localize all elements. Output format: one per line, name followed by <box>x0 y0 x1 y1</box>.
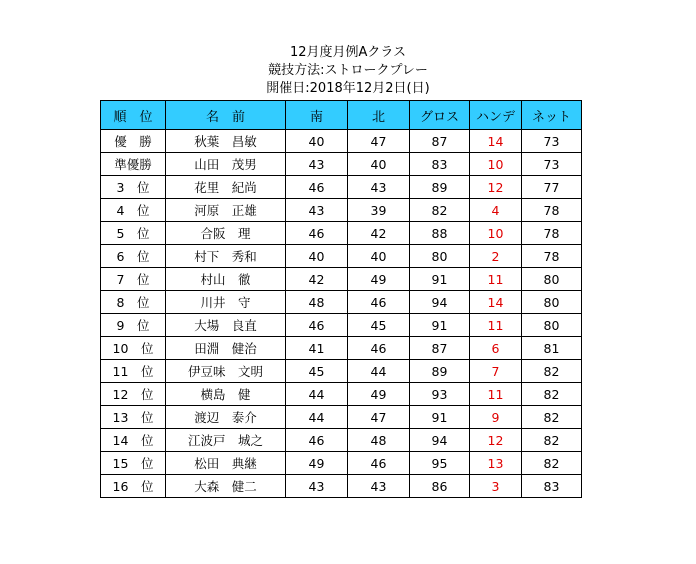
table-row <box>101 199 582 222</box>
name-cell: 花里 紀尚 <box>166 176 286 199</box>
rank-cell: 9 位 <box>101 314 166 337</box>
south-score-cell: 41 <box>286 337 348 360</box>
gross-score-cell: 91 <box>410 406 470 429</box>
handicap-cell: 7 <box>470 360 522 383</box>
south-score-cell: 43 <box>286 475 348 498</box>
north-score-cell: 46 <box>348 452 410 475</box>
north-score-cell: 40 <box>348 153 410 176</box>
north-score-cell: 47 <box>348 406 410 429</box>
rank-cell: 16 位 <box>101 475 166 498</box>
net-score-cell: 81 <box>522 337 582 360</box>
column-header-gross: グロス <box>410 101 470 130</box>
handicap-cell: 11 <box>470 383 522 406</box>
results-table <box>100 100 582 498</box>
south-score-cell: 45 <box>286 360 348 383</box>
net-score-cell: 80 <box>522 268 582 291</box>
name-cell: 横島 健 <box>166 383 286 406</box>
table-row <box>101 337 582 360</box>
south-score-cell: 48 <box>286 291 348 314</box>
net-score-cell: 82 <box>522 360 582 383</box>
name-cell: 伊豆味 文明 <box>166 360 286 383</box>
south-score-cell: 46 <box>286 429 348 452</box>
table-row <box>101 475 582 498</box>
net-score-cell: 82 <box>522 452 582 475</box>
rank-cell: 8 位 <box>101 291 166 314</box>
table-row <box>101 429 582 452</box>
gross-score-cell: 80 <box>410 245 470 268</box>
south-score-cell: 43 <box>286 153 348 176</box>
handicap-cell: 4 <box>470 199 522 222</box>
gross-score-cell: 91 <box>410 268 470 291</box>
table-header-row <box>101 101 582 130</box>
rank-cell: 優 勝 <box>101 130 166 153</box>
rank-cell: 13 位 <box>101 406 166 429</box>
north-score-cell: 46 <box>348 291 410 314</box>
rank-cell: 3 位 <box>101 176 166 199</box>
net-score-cell: 80 <box>522 291 582 314</box>
south-score-cell: 44 <box>286 406 348 429</box>
rank-cell: 10 位 <box>101 337 166 360</box>
handicap-cell: 11 <box>470 268 522 291</box>
net-score-cell: 82 <box>522 406 582 429</box>
name-cell: 合阪 理 <box>166 222 286 245</box>
south-score-cell: 49 <box>286 452 348 475</box>
name-cell: 秋葉 昌敏 <box>166 130 286 153</box>
net-score-cell: 77 <box>522 176 582 199</box>
table-row <box>101 153 582 176</box>
table-row <box>101 291 582 314</box>
gross-score-cell: 88 <box>410 222 470 245</box>
south-score-cell: 43 <box>286 199 348 222</box>
name-cell: 大場 良直 <box>166 314 286 337</box>
handicap-cell: 2 <box>470 245 522 268</box>
table-body <box>101 130 582 498</box>
gross-score-cell: 89 <box>410 176 470 199</box>
rank-cell: 5 位 <box>101 222 166 245</box>
table-row <box>101 406 582 429</box>
column-header-name: 名 前 <box>166 101 286 130</box>
north-score-cell: 49 <box>348 268 410 291</box>
rank-cell: 7 位 <box>101 268 166 291</box>
north-score-cell: 39 <box>348 199 410 222</box>
south-score-cell: 40 <box>286 245 348 268</box>
table-row <box>101 130 582 153</box>
page-title: 12月度月例Aクラス <box>289 45 407 60</box>
handicap-cell: 13 <box>470 452 522 475</box>
rank-cell: 11 位 <box>101 360 166 383</box>
handicap-cell: 9 <box>470 406 522 429</box>
handicap-cell: 3 <box>470 475 522 498</box>
net-score-cell: 82 <box>522 429 582 452</box>
handicap-cell: 10 <box>470 222 522 245</box>
title-block <box>0 44 696 98</box>
handicap-cell: 14 <box>470 130 522 153</box>
name-cell: 山田 茂男 <box>166 153 286 176</box>
south-score-cell: 42 <box>286 268 348 291</box>
handicap-cell: 10 <box>470 153 522 176</box>
name-cell: 河原 正雄 <box>166 199 286 222</box>
competition-method: 競技方法:ストロークプレー <box>268 63 428 78</box>
south-score-cell: 46 <box>286 176 348 199</box>
north-score-cell: 45 <box>348 314 410 337</box>
net-score-cell: 73 <box>522 130 582 153</box>
gross-score-cell: 95 <box>410 452 470 475</box>
column-header-rank: 順 位 <box>101 101 166 130</box>
gross-score-cell: 86 <box>410 475 470 498</box>
south-score-cell: 46 <box>286 314 348 337</box>
table-row <box>101 245 582 268</box>
column-header-north: 北 <box>348 101 410 130</box>
net-score-cell: 73 <box>522 153 582 176</box>
rank-cell: 12 位 <box>101 383 166 406</box>
north-score-cell: 48 <box>348 429 410 452</box>
handicap-cell: 6 <box>470 337 522 360</box>
north-score-cell: 47 <box>348 130 410 153</box>
north-score-cell: 40 <box>348 245 410 268</box>
name-cell: 江波戸 城之 <box>166 429 286 452</box>
name-cell: 渡辺 泰介 <box>166 406 286 429</box>
rank-cell: 6 位 <box>101 245 166 268</box>
net-score-cell: 83 <box>522 475 582 498</box>
south-score-cell: 46 <box>286 222 348 245</box>
north-score-cell: 46 <box>348 337 410 360</box>
gross-score-cell: 93 <box>410 383 470 406</box>
gross-score-cell: 94 <box>410 429 470 452</box>
south-score-cell: 44 <box>286 383 348 406</box>
handicap-cell: 14 <box>470 291 522 314</box>
north-score-cell: 49 <box>348 383 410 406</box>
gross-score-cell: 87 <box>410 130 470 153</box>
gross-score-cell: 83 <box>410 153 470 176</box>
net-score-cell: 80 <box>522 314 582 337</box>
column-header-net: ネット <box>522 101 582 130</box>
table-row <box>101 176 582 199</box>
table-row <box>101 314 582 337</box>
gross-score-cell: 87 <box>410 337 470 360</box>
net-score-cell: 78 <box>522 199 582 222</box>
name-cell: 田淵 健治 <box>166 337 286 360</box>
net-score-cell: 82 <box>522 383 582 406</box>
handicap-cell: 12 <box>470 176 522 199</box>
handicap-cell: 12 <box>470 429 522 452</box>
table-row <box>101 268 582 291</box>
column-header-handicap: ハンデ <box>470 101 522 130</box>
name-cell: 村山 徹 <box>166 268 286 291</box>
gross-score-cell: 94 <box>410 291 470 314</box>
rank-cell: 15 位 <box>101 452 166 475</box>
gross-score-cell: 82 <box>410 199 470 222</box>
name-cell: 大森 健二 <box>166 475 286 498</box>
rank-cell: 14 位 <box>101 429 166 452</box>
rank-cell: 準優勝 <box>101 153 166 176</box>
column-header-south: 南 <box>286 101 348 130</box>
name-cell: 村下 秀和 <box>166 245 286 268</box>
gross-score-cell: 89 <box>410 360 470 383</box>
rank-cell: 4 位 <box>101 199 166 222</box>
north-score-cell: 44 <box>348 360 410 383</box>
table-row <box>101 222 582 245</box>
north-score-cell: 43 <box>348 176 410 199</box>
north-score-cell: 42 <box>348 222 410 245</box>
net-score-cell: 78 <box>522 245 582 268</box>
net-score-cell: 78 <box>522 222 582 245</box>
event-date: 開催日:2018年12月2日(日) <box>266 81 430 96</box>
handicap-cell: 11 <box>470 314 522 337</box>
name-cell: 川井 守 <box>166 291 286 314</box>
name-cell: 松田 典継 <box>166 452 286 475</box>
north-score-cell: 43 <box>348 475 410 498</box>
table-row <box>101 360 582 383</box>
gross-score-cell: 91 <box>410 314 470 337</box>
table-row <box>101 383 582 406</box>
table-row <box>101 452 582 475</box>
south-score-cell: 40 <box>286 130 348 153</box>
